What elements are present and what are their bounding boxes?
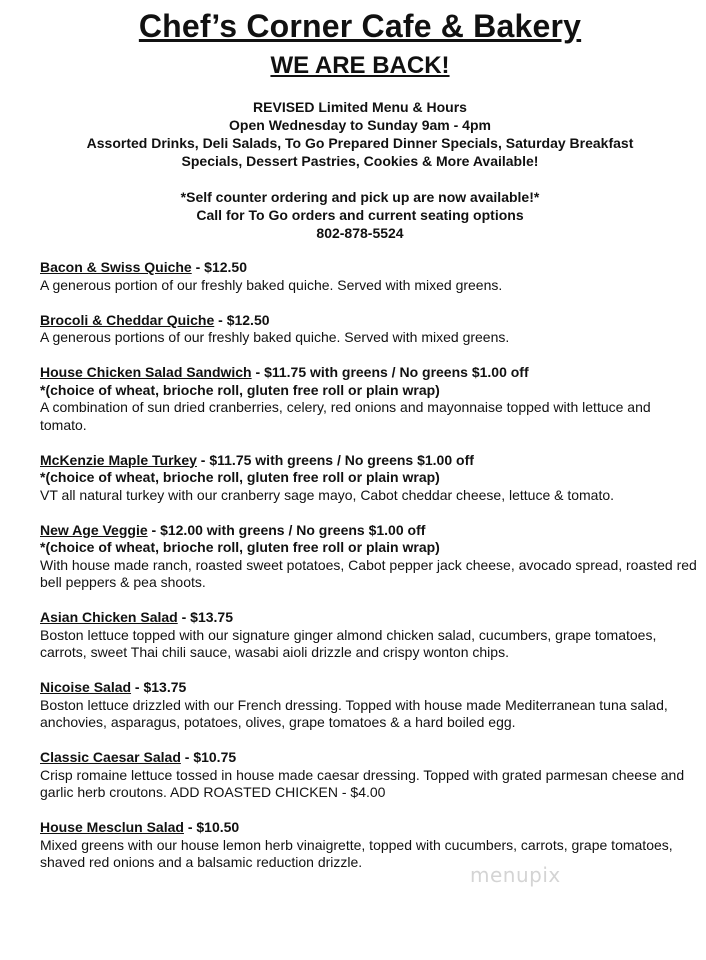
- phone-number: 802-878-5524: [316, 225, 404, 241]
- info-block: [0, 98, 706, 242]
- menu-item-name: House Chicken Salad Sandwich: [40, 364, 252, 380]
- menu-item-description: Boston lettuce topped with our signature ginger almond chicken salad, cucumbers, grape tomatoes, carrots, sweet Thai chili sauce, wasabi aioli drizzle and crispy wonton chips.: [40, 626, 657, 660]
- announcement-headline: WE ARE BACK!: [270, 52, 450, 79]
- menu-item-description: A generous portions of our freshly baked quiche. Served with mixed greens.: [40, 329, 510, 345]
- menu-item-name: Bacon & Swiss Quiche: [40, 259, 192, 275]
- menu-item-name: Brocoli & Cheddar Quiche: [40, 311, 215, 328]
- menu-item-description: A combination of sun dried cranberries, celery, red onions and mayonnaise topped with lettuce and tomato.: [40, 399, 651, 433]
- menu-item-heading: [40, 259, 700, 277]
- menu-item-bread-choice: *(choice of wheat, brioche roll, gluten free roll or plain wrap): [40, 469, 440, 485]
- ordering-note: *Self counter ordering and pick up are now available!*: [180, 189, 540, 205]
- menu-item-description: Mixed greens with our house lemon herb vinaigrette, topped with cucumbers, carrots, grape tomatoes, shaved red onions and a balsamic reduction drizzle.: [40, 836, 673, 870]
- menu-item-price: - $12.50: [191, 259, 247, 275]
- menu-item-name: New Age Veggie: [40, 521, 148, 538]
- menu-revision-note: REVISED Limited Menu & Hours: [253, 99, 467, 115]
- menu-item-heading: [40, 679, 700, 697]
- menu-item-heading: [40, 312, 700, 330]
- restaurant-title: Chef’s Corner Cafe & Bakery: [138, 8, 582, 44]
- menu-item-heading: [40, 522, 700, 540]
- menu-item-price: - $11.75 with greens / No greens $1.00 off: [251, 364, 529, 380]
- menu-item-name: Classic Caesar Salad: [40, 749, 181, 765]
- offerings-line: Assorted Drinks, Deli Salads, To Go Prepared Dinner Specials, Saturday Breakfast: [86, 135, 634, 151]
- menu-item-name: Asian Chicken Salad: [40, 609, 178, 625]
- menu-item: [40, 749, 700, 802]
- menu-item-description: With house made ranch, roasted sweet potatoes, Cabot pepper jack cheese, avocado spread, roasted red bell peppers & pea shoots.: [40, 556, 697, 590]
- menu-item-bread-choice: *(choice of wheat, brioche roll, gluten free roll or plain wrap): [40, 381, 440, 398]
- menu-item-description: A generous portion of our freshly baked quiche. Served with mixed greens.: [40, 276, 503, 293]
- menu-item: [40, 819, 700, 872]
- menu-item: [40, 522, 700, 592]
- menu-item-name: House Mesclun Salad: [40, 819, 184, 835]
- menu-item-name: McKenzie Maple Turkey: [40, 451, 197, 468]
- menu-item: [40, 679, 700, 732]
- menu-item: [40, 259, 700, 294]
- menu-item-price: - $10.50: [183, 819, 240, 835]
- menu-item: [40, 452, 700, 505]
- menu-item-price: - $10.75: [180, 749, 237, 765]
- menupix-watermark: menupix: [470, 863, 561, 887]
- menu-item: [40, 609, 700, 662]
- menu-item-price: - $11.75 with greens / No greens $1.00 off: [196, 451, 474, 468]
- menu-item-price: - $12.50: [214, 311, 270, 328]
- menu-item-description: Crisp romaine lettuce tossed in house made caesar dressing. Topped with grated parmesan cheese and garlic herb croutons. ADD ROASTED CHICKEN - $4.00: [40, 766, 685, 800]
- offerings-line-continued: Specials, Dessert Pastries, Cookies & More Available!: [181, 153, 539, 169]
- menu-item-heading: [40, 749, 700, 767]
- menu-item-heading: [40, 819, 700, 837]
- menu-item-price: - $12.00 with greens / No greens $1.00 off: [147, 521, 426, 538]
- hours-line: Open Wednesday to Sunday 9am - 4pm: [229, 117, 491, 133]
- menu-item-name: Nicoise Salad: [40, 679, 132, 695]
- menu-item-price: - $13.75: [131, 679, 187, 695]
- menu-item-description: VT all natural turkey with our cranberry sage mayo, Cabot cheddar cheese, lettuce & tomato.: [40, 486, 615, 503]
- menu-item-heading: [40, 609, 700, 627]
- menu-list: [40, 259, 700, 872]
- menu-item: [40, 312, 700, 347]
- spacer: [0, 170, 706, 188]
- menu-item-price: - $13.75: [177, 609, 233, 625]
- menu-item-heading: [40, 364, 700, 382]
- menu-item-description: Boston lettuce drizzled with our French dressing. Topped with house made Mediterranean tuna salad, anchovies, asparagus, potatoes, olives, grape tomatoes & a hard boiled egg.: [40, 696, 668, 730]
- menu-item-bread-choice: *(choice of wheat, brioche roll, gluten free roll or plain wrap): [40, 539, 440, 555]
- menu-item: [40, 364, 700, 434]
- call-note: Call for To Go orders and current seating options: [196, 207, 524, 223]
- menu-item-heading: [40, 452, 700, 470]
